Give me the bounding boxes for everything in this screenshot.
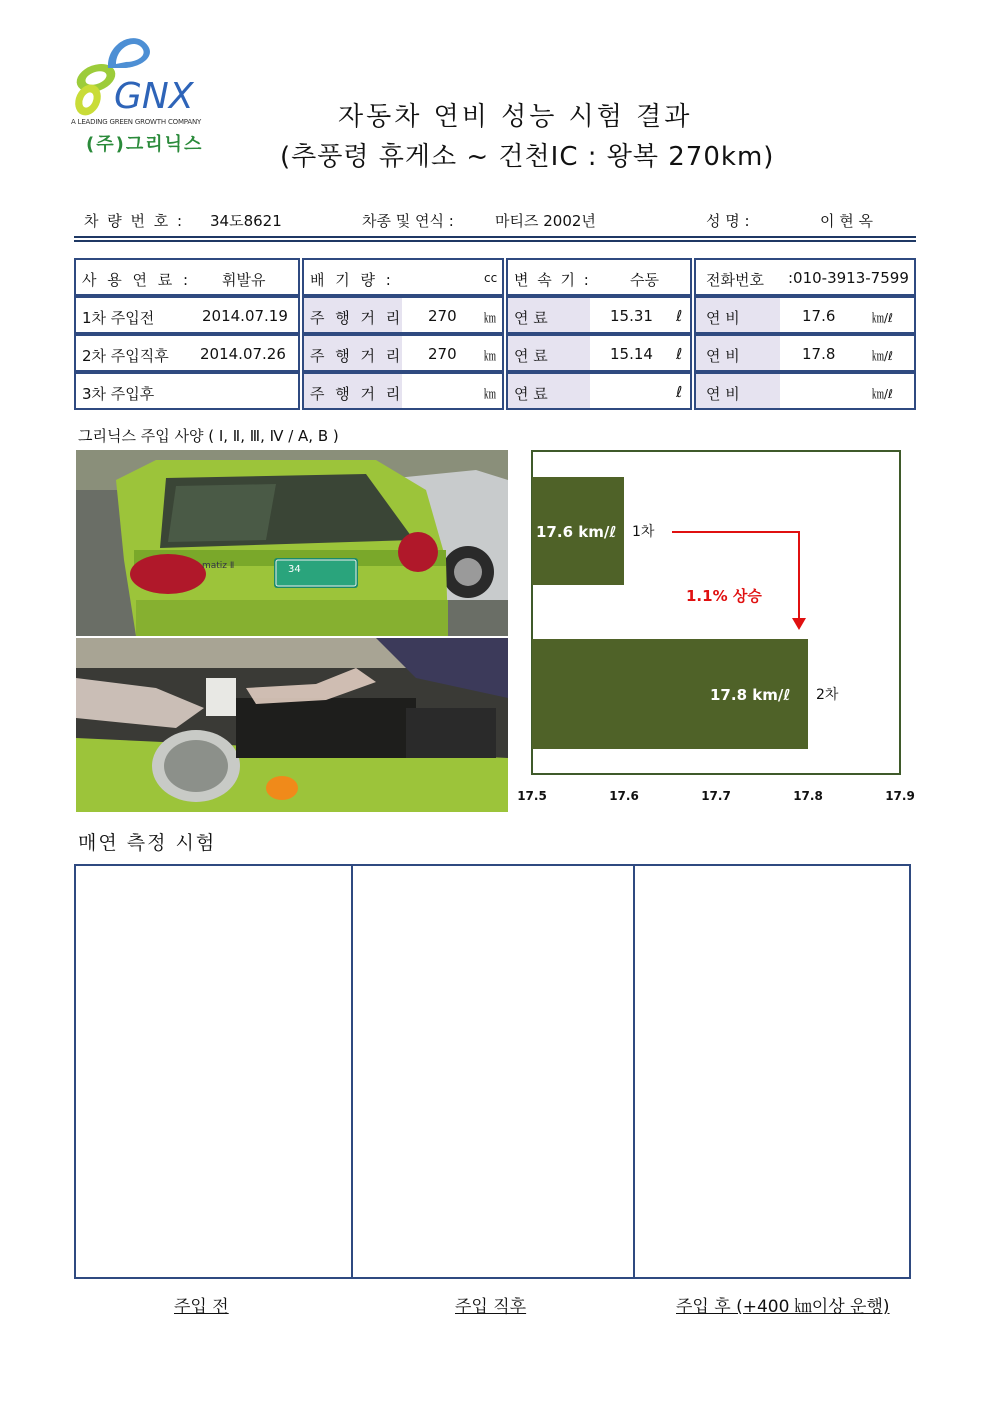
displacement-cell (302, 258, 504, 296)
fuel-type-cell (74, 258, 300, 296)
round-label: 3차 주입후 (82, 385, 155, 403)
fuel-label: 연 료 (514, 347, 548, 365)
fuel-cell (506, 296, 692, 334)
efficiency-unit: ㎞/ℓ (872, 311, 894, 325)
efficiency-unit: ㎞/ℓ (872, 349, 894, 363)
round-label: 1차 주입전 (82, 309, 155, 327)
fuel-value: 15.31 (610, 307, 653, 325)
spec-row (74, 334, 916, 372)
efficiency-unit: ㎞/ℓ (872, 387, 894, 401)
engine-injection-photo (76, 638, 508, 812)
phone-label: 전화번호 (706, 271, 764, 289)
chart-tick-label: 17.7 (701, 789, 731, 803)
fuel-value: 15.14 (610, 345, 653, 363)
injection-spec-label: 그리닉스 주입 사양 ( Ⅰ, Ⅱ, Ⅲ, Ⅳ / A, B ) (78, 427, 339, 445)
distance-unit: ㎞ (484, 387, 497, 401)
liter-unit: ℓ (676, 345, 683, 363)
distance-label: 주 행 거 리 (310, 309, 404, 327)
efficiency-cell (694, 372, 916, 410)
chart-data-label: 17.8 km/ℓ (710, 686, 791, 704)
round-cell (74, 334, 300, 372)
plate-number: 34도8621 (210, 212, 282, 230)
distance-cell (302, 296, 504, 334)
name-label: 성 명 : (706, 212, 750, 230)
emission-section-title: 매연 측정 시험 (78, 832, 217, 854)
transmission-label: 변 속 기 : (514, 271, 591, 289)
divider-line (74, 240, 916, 242)
distance-label: 주 행 거 리 (310, 385, 404, 403)
divider-line (74, 236, 916, 238)
displacement-unit: cc (484, 271, 498, 285)
test-date: 2014.07.19 (202, 307, 288, 325)
distance-unit: ㎞ (484, 311, 497, 325)
fuel-label: 연 료 (514, 309, 548, 327)
page-subtitle: (추풍령 휴게소 ~ 건천IC : 왕복 270km) (280, 142, 775, 172)
test-date: 2014.07.26 (200, 345, 286, 363)
company-name: (주)그리닉스 (86, 134, 204, 155)
svg-text:GNX: GNX (114, 76, 194, 117)
caption-right-after: 주입 직후 (455, 1297, 527, 1317)
phone-value: :010-3913-7599 (788, 269, 909, 287)
fuel-cell (506, 372, 692, 410)
model-label: 차종 및 연식 : (362, 212, 454, 230)
efficiency-label: 연 비 (706, 347, 740, 365)
plate-label: 차 량 번 호 : (84, 212, 185, 230)
efficiency-value: 17.8 (802, 345, 836, 363)
efficiency-label: 연 비 (706, 309, 740, 327)
efficiency-label: 연 비 (706, 385, 740, 403)
distance-value: 270 (428, 307, 457, 325)
chart-tick-label: 17.5 (517, 789, 547, 803)
displacement-label: 배 기 량 : (310, 271, 394, 289)
car-badge: matiz Ⅱ (202, 561, 235, 571)
chart-tick-label: 17.8 (793, 789, 823, 803)
model-value: 마티즈 2002년 (495, 212, 596, 230)
caption-before: 주입 전 (174, 1297, 229, 1317)
box-divider (633, 866, 635, 1277)
distance-unit: ㎞ (484, 349, 497, 363)
distance-value: 270 (428, 345, 457, 363)
emission-photo-boxes (74, 864, 911, 1279)
spec-row (74, 296, 916, 334)
transmission-value: 수동 (630, 271, 659, 289)
round-cell (74, 372, 300, 410)
distance-label: 주 행 거 리 (310, 347, 404, 365)
chart-data-label: 17.6 km/ℓ (536, 523, 617, 541)
phone-cell (694, 258, 916, 296)
chart-category-label: 1차 (632, 524, 655, 540)
liter-unit: ℓ (676, 307, 683, 325)
transmission-cell (506, 258, 692, 296)
spec-row (74, 372, 916, 410)
round-cell (74, 296, 300, 334)
name-value: 이 현 옥 (820, 212, 874, 230)
chart-tick-label: 17.9 (885, 789, 915, 803)
round-label: 2차 주입직후 (82, 347, 169, 365)
caption-after-400km: 주입 후 (+400 ㎞이상 운행) (676, 1297, 890, 1317)
efficiency-value: 17.6 (802, 307, 836, 325)
company-logo (66, 28, 236, 158)
liter-unit: ℓ (676, 383, 683, 401)
efficiency-cell (694, 334, 916, 372)
car-rear-photo (76, 450, 508, 636)
chart-category-label: 2차 (816, 687, 839, 703)
box-divider (351, 866, 353, 1277)
logo-tagline: A LEADING GREEN GROWTH COMPANY (71, 118, 202, 126)
efficiency-cell (694, 296, 916, 334)
fuel-type-label: 사 용 연 료 : (82, 271, 192, 289)
gnx-logo-icon (66, 28, 236, 120)
chart-tick-label: 17.6 (609, 789, 639, 803)
fuel-label: 연 료 (514, 385, 548, 403)
fuel-cell (506, 334, 692, 372)
spec-header-row (74, 258, 916, 296)
chart-annotation: 1.1% 상승 (686, 587, 762, 605)
fuel-type-value: 휘발유 (222, 271, 266, 289)
distance-cell (302, 372, 504, 410)
distance-cell (302, 334, 504, 372)
fuel-efficiency-chart (512, 446, 922, 816)
page-title: 자동차 연비 성능 시험 결과 (338, 102, 693, 132)
plate-text: 34 (288, 564, 301, 575)
